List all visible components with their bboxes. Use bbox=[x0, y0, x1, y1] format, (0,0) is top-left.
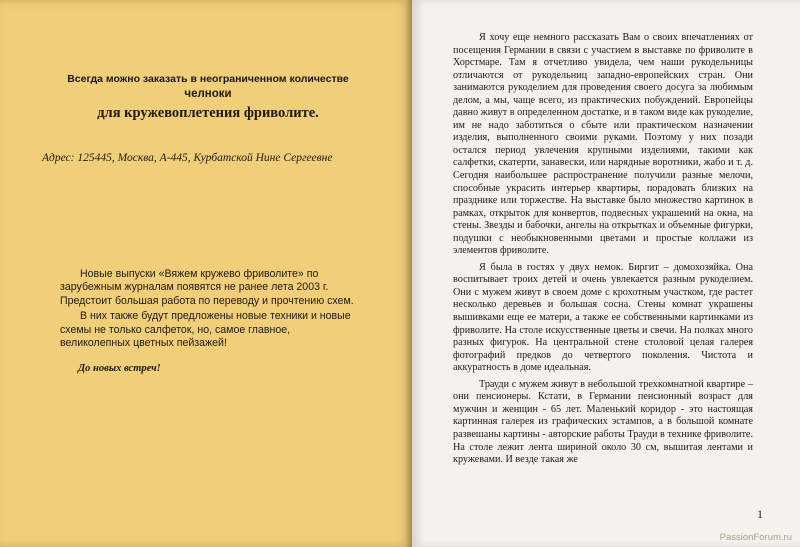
article-text bbox=[453, 32, 753, 467]
ad-product-name: челноки bbox=[184, 88, 232, 100]
watermark: PassionForum.ru bbox=[719, 532, 792, 543]
article-paragraph-3: Трауди с мужем живут в небольшой трехкомнатной квартире – они пенсионеры. Кстати, в Германии пенсионный возраст для мужчин и женщин - 65 лет. Маленький коридор - это настоящая картинная галерея из графических эстампов, а в большой комнате развешаны картины - авторские работы Трауди в технике фриволите. На столе лежит лента шириной около 30 см, вышитая лентами и кружевами. И везде такая же bbox=[453, 378, 753, 466]
shuttle-ad bbox=[58, 72, 358, 123]
article-paragraph-2: Я была в гостях у двух немок. Биргит – домохозяйка. Она воспитывает троих детей и очень увлекается разным рукоделием. Они с мужем живут в своем доме с крохотным участком, где растет несколько деревьев и большая сосна. Стены комнат украшены вышивками еще ее матери, а также ее собственными картинками из фриволите. На столе искусственные цветы и свечи. На полках много разных фигурок. На центральной стене столовой целая галерея фотографий предков до четвертого поколения. Чистота и аккуратность в доме идеальная. bbox=[453, 261, 753, 374]
news-paragraph-1: Новые выпуски «Вяжем кружево фриволите» по зарубежным журналам появятся не ранее лета 2003 г. Предстоит большая работа по переводу и прочтению схем. bbox=[60, 268, 354, 307]
news-announcement bbox=[60, 268, 360, 350]
news-paragraph-2: В них также будут предложены новые техники и новые схемы не только салфеток, но, самое главное, великолепных цветных пейзажей! bbox=[60, 310, 351, 350]
article-paragraph-1: Я хочу еще немного рассказать Вам о своих впечатлениях от посещения Германии в связи с участием в выставке по фриволите в Хорстмаре. Там я отчетливо увидела, чем наши рукодельницы отличаются от рукодельниц западно-европейских стран. Они занимаются рукоделием для проведения своего досуга за любимым делом, а мы, чаще всего, из практических побуждений. Европейцы давно живут в определенном достатке, и в таком виде как рукоделие, им не надо заботиться о сбыте или практическом назначении изделия, выполненного своими руками. Поэтому у них позади остался период увлечения крупными изделиями, такими как салфетки, скатерти, занавески, или нарядные воротники, жабо и т. д. Сегодня наибольшее распространение получили разные мелочи, способные украсить интерьер квартиры, порадовать близких на празднике или торжестве. На выставке было множество картинок в рамках, открыток для конвертов, подвесных украшений на окна, на стены. Звезды и бабочки, ангелы на открытках и объемные фигурки, подушки с необыкновенными цветами и простые коллажи из элементов фриволите. bbox=[453, 32, 753, 257]
farewell-text: До новых встреч! bbox=[78, 363, 161, 374]
page-number: 1 bbox=[757, 507, 763, 521]
ad-product-purpose: для кружевоплетения фриволите. bbox=[97, 105, 319, 121]
ad-intro-text: Всегда можно заказать в неограниченном количестве bbox=[67, 73, 349, 85]
order-address: Адрес: 125445, Москва, А-445, Курбатской Нине Сергеевне bbox=[42, 152, 333, 164]
